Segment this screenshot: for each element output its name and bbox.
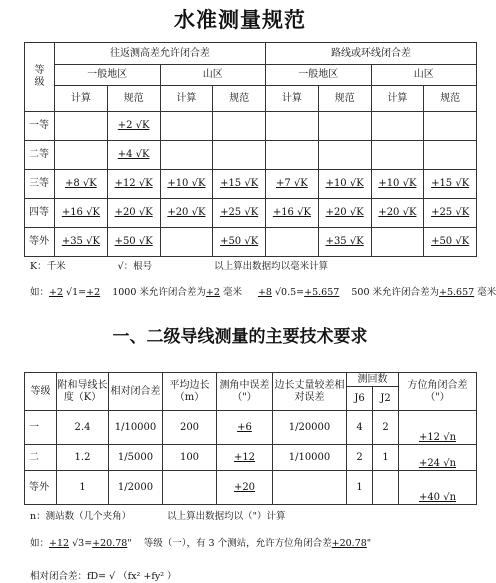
header-spec: 规范 [424,86,477,112]
j6-cell: 1 [347,471,373,505]
header-j6: J6 [347,387,373,411]
tolerance-cell: +8 √K [55,170,108,199]
note-example: 如：+2 √1=+2 1000 米允许闭合差为+2 毫米 +8 √0.5=+5.657 500 米允许闭合差为+5.657 毫米 [30,287,496,298]
tolerance-cell: +16 √K [266,199,319,228]
side-cell [273,471,347,505]
j6-cell: 4 [347,411,373,445]
table-row [25,170,477,199]
tolerance-cell [266,112,319,141]
tolerance-cell: +12 √K [107,170,160,199]
note-units: K：千米 √：根号 以上算出数据均以毫米计算 [30,261,329,272]
j2-cell [373,471,399,505]
tolerance-cell [266,141,319,170]
header-j2: J2 [373,387,399,411]
header-flat-a: 一般地区 [55,65,161,86]
note-example-azimuth: 如：+12 √3=+20.78" 等级（一），有 3 个测站，允许方位角闭合差+20.78" [30,538,372,549]
j2-cell: 1 [373,445,399,471]
tolerance-cell: +25 √K [213,199,266,228]
azi-cell: +24 √n [399,445,477,471]
grade-cell: 三等 [25,170,55,199]
tolerance-cell: +4 √K [107,141,160,170]
tolerance-cell: +10 √K [318,170,371,199]
grade-cell: 等外 [25,471,57,505]
grade-cell: 一等 [25,112,55,141]
tolerance-cell: +35 √K [318,228,371,257]
header-route-closure: 路线或环线闭合差 [266,43,477,65]
table-row [25,141,477,170]
header-spec: 规范 [213,86,266,112]
table-row [25,228,477,257]
tolerance-cell [318,112,371,141]
tolerance-cell: +50 √K [424,228,477,257]
azi-cell: +12 √n [399,411,477,445]
note-relative-closure: 相对闭合差：fD= √ （fx² +fy² ） [30,571,177,582]
tolerance-cell [371,112,424,141]
header-mountain-b: 山区 [371,65,477,86]
tolerance-cell [371,141,424,170]
len-cell: 1.2 [57,445,109,471]
rel-cell: 1/5000 [109,445,163,471]
table-row [25,199,477,228]
header-calc: 计算 [55,86,108,112]
page-title: 水准测量规范 [174,7,306,32]
tolerance-cell: +20 √K [371,199,424,228]
header-mountain-a: 山区 [160,65,266,86]
grade-cell: 二 [25,445,57,471]
tolerance-cell [371,228,424,257]
j2-cell: 2 [373,411,399,445]
tolerance-cell [318,141,371,170]
ang-cell: +6 [217,411,273,445]
azi-cell: +40 √n [399,471,477,505]
tolerance-cell: +15 √K [213,170,266,199]
tolerance-cell: +25 √K [424,199,477,228]
table-row [25,112,477,141]
header-traverse-length: 附和导线长度（K） [57,373,109,411]
tolerance-cell [266,228,319,257]
rel-cell: 1/2000 [109,471,163,505]
header-spec: 规范 [318,86,371,112]
header-relative-closure: 相对闭合差 [109,373,163,411]
header-grade: 等级 [25,43,55,112]
section-title: 一、二级导线测量的主要技术要求 [112,327,368,347]
avg-cell: 200 [163,411,217,445]
header-calc: 计算 [266,86,319,112]
header-flat-b: 一般地区 [266,65,372,86]
grade-cell: 等外 [25,228,55,257]
tolerance-cell [424,141,477,170]
traverse-requirements-table [24,372,477,505]
side-cell: 1/10000 [273,445,347,471]
tolerance-cell: +20 √K [107,199,160,228]
tolerance-cell [160,228,213,257]
tolerance-cell [55,112,108,141]
leveling-spec-table [24,42,477,257]
tolerance-cell [213,112,266,141]
tolerance-cell: +15 √K [424,170,477,199]
header-spec: 规范 [107,86,160,112]
tolerance-cell [424,112,477,141]
ang-cell: +20 [217,471,273,505]
note-stations: n：测站数（几个夹角） 以上算出数据均以（"）计算 [30,511,286,522]
table-row [25,411,477,445]
grade-cell: 一 [25,411,57,445]
table-row [25,445,477,471]
tolerance-cell [55,141,108,170]
tolerance-cell: +35 √K [55,228,108,257]
tolerance-cell [160,112,213,141]
tolerance-cell [160,141,213,170]
tolerance-cell: +10 √K [371,170,424,199]
tolerance-cell: +20 √K [160,199,213,228]
header-azimuth: 方位角闭合差（"） [399,373,477,411]
header-rounds: 测回数 [347,373,399,387]
header-side-error: 边长丈量较差相对误差 [273,373,347,411]
avg-cell [163,471,217,505]
header-avg-side: 平均边长（m） [163,373,217,411]
tolerance-cell: +20 √K [318,199,371,228]
header-calc: 计算 [371,86,424,112]
len-cell: 2.4 [57,411,109,445]
tolerance-cell: +7 √K [266,170,319,199]
grade-cell: 四等 [25,199,55,228]
tolerance-cell: +16 √K [55,199,108,228]
side-cell: 1/20000 [273,411,347,445]
header-grade: 等级 [25,373,57,411]
header-round-trip: 往返测高差允许闭合差 [55,43,266,65]
tolerance-cell: +2 √K [107,112,160,141]
tolerance-cell: +10 √K [160,170,213,199]
len-cell: 1 [57,471,109,505]
rel-cell: 1/10000 [109,411,163,445]
avg-cell: 100 [163,445,217,471]
j6-cell: 2 [347,445,373,471]
header-calc: 计算 [160,86,213,112]
ang-cell: +12 [217,445,273,471]
table-row [25,471,477,505]
grade-cell: 二等 [25,141,55,170]
tolerance-cell: +50 √K [107,228,160,257]
tolerance-cell: +50 √K [213,228,266,257]
tolerance-cell [213,141,266,170]
header-angle-error: 测角中误差（"） [217,373,273,411]
